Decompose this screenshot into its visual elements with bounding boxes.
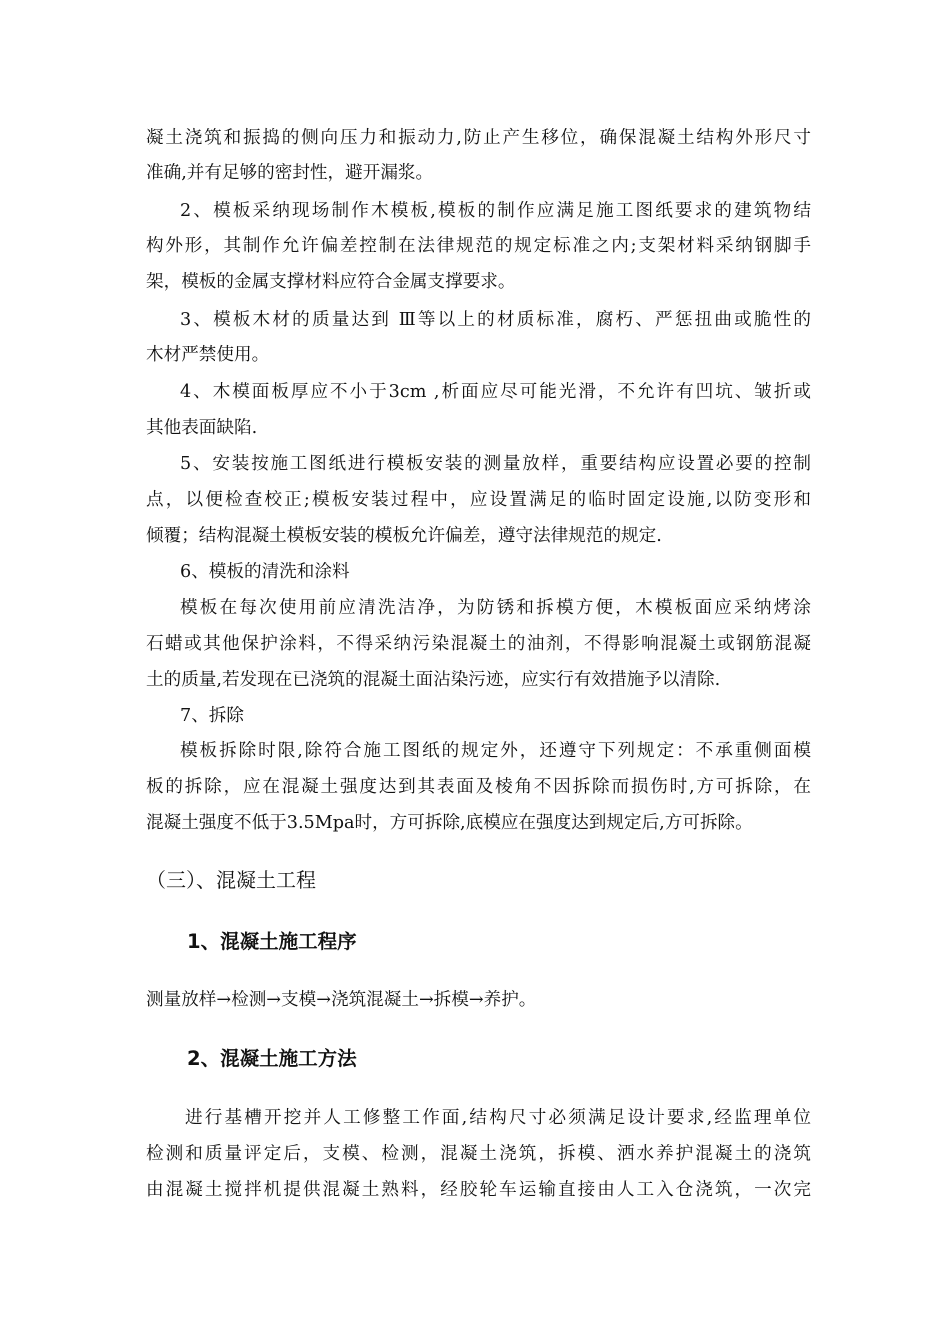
paragraph-line: 2、模板采纳现场制作木模板,模板的制作应满足施工图纸要求的建筑物结 [180, 201, 811, 221]
paragraph-line: 倾覆；结构混凝土模板安装的模板允许偏差，遵守法律规范的规定. [146, 526, 662, 546]
subsection-title: 6、模板的清洗和涂料 [180, 562, 350, 582]
paragraph-line: 混凝土强度不低于3.5Mpa时，方可拆除,底模应在强度达到规定后,方可拆除。 [146, 813, 753, 833]
paragraph-line: 4、木模面板厚应不小于3cm ,析面应尽可能光滑，不允许有凹坑、皱折或 [180, 382, 811, 402]
paragraph-line: 架，模板的金属支撑材料应符合金属支撑要求。 [146, 272, 516, 292]
section-heading: （三）、混凝土工程 [146, 868, 316, 892]
subsection-heading: 1、混凝土施工程序 [187, 930, 357, 953]
paragraph-line: 点，以便检查校正;模板安装过程中，应设置满足的临时固定设施,以防变形和 [146, 490, 811, 510]
paragraph-line: 检测和质量评定后，支模、检测，混凝土浇筑，拆模、洒水养护混凝土的浇筑 [146, 1144, 811, 1164]
process-flow-text: 测量放样→检测→支模→浇筑混凝土→拆模→养护。 [146, 990, 537, 1010]
subsection-title: 7、拆除 [180, 706, 244, 726]
paragraph-line: 5、安装按施工图纸进行模板安装的测量放样，重要结构应设置必要的控制 [180, 454, 811, 474]
paragraph-line: 准确,并有足够的密封性，避开漏浆。 [146, 163, 434, 183]
paragraph-line: 其他表面缺陷. [146, 418, 258, 438]
paragraph-line: 木材严禁使用。 [146, 345, 270, 365]
subsection-heading: 2、混凝土施工方法 [187, 1047, 357, 1070]
paragraph-line: 板的拆除，应在混凝土强度达到其表面及棱角不因拆除而损伤时,方可拆除，在 [146, 777, 811, 797]
paragraph-line: 凝土浇筑和振捣的侧向压力和振动力,防止产生移位，确保混凝土结构外形尺寸 [146, 128, 811, 148]
paragraph-line: 模板在每次使用前应清洗洁净，为防锈和拆模方便，木模板面应采纳烤涂 [180, 598, 811, 618]
paragraph-line: 石蜡或其他保护涂料，不得采纳污染混凝土的油剂，不得影响混凝土或钢筋混凝 [146, 634, 811, 654]
paragraph-line: 由混凝土搅拌机提供混凝土熟料，经胶轮车运输直接由人工入仓浇筑，一次完 [146, 1180, 811, 1200]
paragraph-line: 构外形，其制作允许偏差控制在法律规范的规定标准之内;支架材料采纳钢脚手 [146, 236, 811, 256]
paragraph-line: 土的质量,若发现在已浇筑的混凝土面沾染污迹，应实行有效措施予以清除. [146, 670, 721, 690]
paragraph-line: 进行基槽开挖并人工修整工作面,结构尺寸必须满足设计要求,经监理单位 [185, 1108, 811, 1128]
paragraph-line: 模板拆除时限,除符合施工图纸的规定外，还遵守下列规定：不承重侧面模 [180, 741, 811, 761]
paragraph-line: 3、模板木材的质量达到 Ⅲ等以上的材质标准，腐朽、严惩扭曲或脆性的 [180, 310, 811, 330]
